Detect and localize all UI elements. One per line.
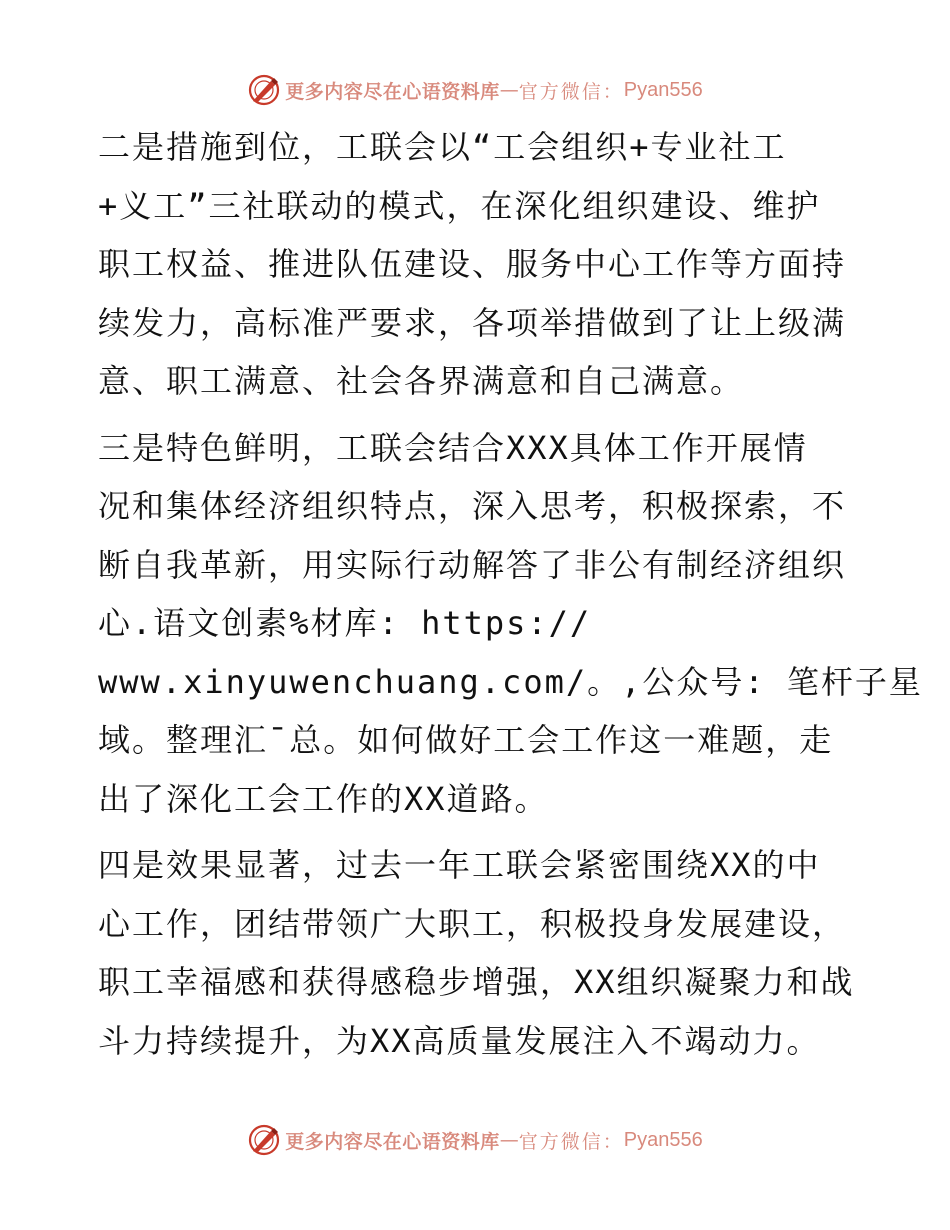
banner-brand-text: 更多内容尽在心语资料库 xyxy=(285,80,500,103)
text-line: 出了深化工会工作的XX道路。 xyxy=(98,779,549,818)
banner-dash: — xyxy=(499,1129,519,1151)
text-line: 况和集体经济组织特点，深入思考，积极探索，不 xyxy=(98,487,847,525)
paragraph-results xyxy=(98,836,858,1070)
text-line: 职工幸福感和获得感稳步增强，XX组织凝聚力和战 xyxy=(98,963,855,1001)
text-line: 二是措施到位，工联会以“工会组织+专业社工 xyxy=(98,128,787,166)
pen-logo-icon xyxy=(247,73,281,107)
text-line: www.xinyuwenchuang.com/。,公众号: 笔杆子星 xyxy=(98,662,923,701)
banner-brand-text: 更多内容尽在心语资料库 xyxy=(285,1130,500,1153)
banner-wechat-id: Pyan556 xyxy=(623,1128,703,1151)
banner-wechat-label: 官方微信： xyxy=(518,1130,624,1153)
banner-wechat-label: 官方微信： xyxy=(518,80,624,103)
text-line: 意、职工满意、社会各界满意和自己满意。 xyxy=(98,362,745,400)
banner-wechat-id: Pyan556 xyxy=(623,78,703,101)
footer-banner xyxy=(0,1120,950,1160)
text-line: 域。整理汇¯总。如何做好工会工作这一难题，走 xyxy=(98,721,834,759)
document-body xyxy=(98,118,923,1078)
text-line: 三是特色鲜明，工联会结合XXX具体工作开展情 xyxy=(98,428,808,467)
header-banner xyxy=(0,70,950,110)
paragraph-measures xyxy=(98,118,858,411)
text-line: 心工作，团结带领广大职工，积极投身发展建设， xyxy=(98,904,847,943)
paragraph-features xyxy=(98,419,923,829)
text-line: 斗力持续提升，为XX高质量发展注入不竭动力。 xyxy=(98,1021,821,1060)
text-line: 职工权益、推进队伍建设、服务中心工作等方面持 xyxy=(98,245,847,283)
text-line: 断自我革新，用实际行动解答了非公有制经济组织 xyxy=(98,545,847,584)
text-line: 四是效果显著，过去一年工联会紧密围绕XX的中 xyxy=(98,846,821,884)
text-line: 心.语文创素%材库: https:// xyxy=(98,604,592,642)
pen-logo-icon xyxy=(247,1123,281,1157)
text-line: +义工”三社联动的模式，在深化组织建设、维护 xyxy=(98,186,821,225)
banner-dash: — xyxy=(499,79,519,101)
text-line: 续发力，高标准严要求，各项举措做到了让上级满 xyxy=(98,303,847,342)
